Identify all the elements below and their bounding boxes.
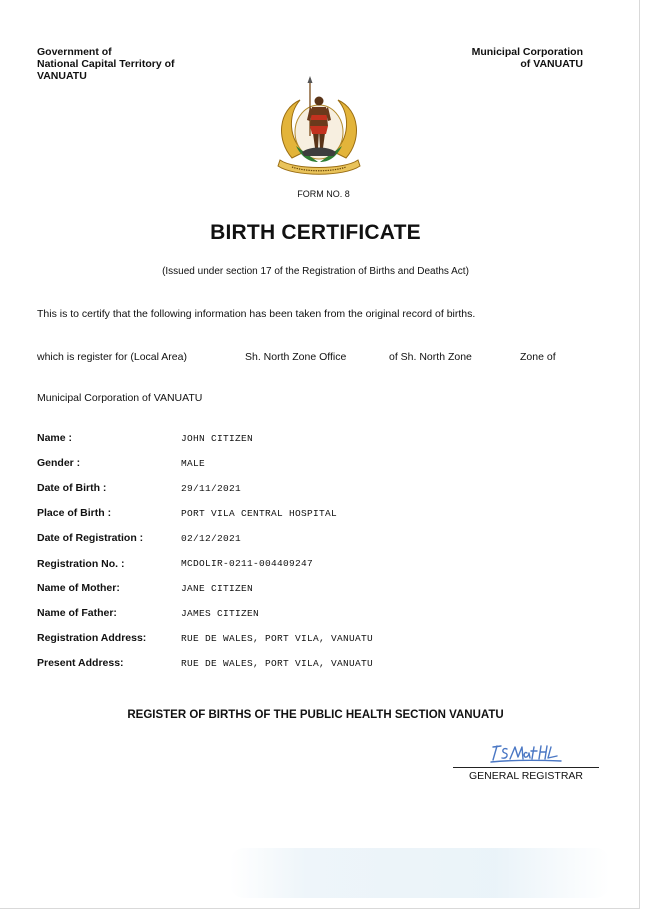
- field-label-name: Name :: [37, 432, 73, 444]
- field-value-father: JAMES CITIZEN: [181, 608, 260, 619]
- register-office: Sh. North Zone Office: [245, 351, 347, 363]
- certify-text: This is to certify that the following information has been taken from the original record of births.: [37, 308, 476, 320]
- field-value-date-of-registration: 02/12/2021: [181, 533, 242, 544]
- field-label-date-of-registration: Date of Registration :: [37, 532, 144, 544]
- scan-smudge: [230, 848, 610, 898]
- field-label-father: Name of Father:: [37, 607, 117, 619]
- field-value-mother: JANE CITIZEN: [181, 583, 254, 594]
- field-label-registration-no: Registration No. :: [37, 558, 125, 570]
- signature-line: [453, 767, 599, 768]
- field-label-present-address: Present Address:: [37, 657, 124, 669]
- header-left-line: Government of: [37, 46, 112, 58]
- registrar-label: GENERAL REGISTRAR: [469, 770, 583, 782]
- certificate-title: BIRTH CERTIFICATE: [210, 221, 421, 244]
- signature-icon: [487, 741, 567, 765]
- header-right-line: of VANUATU: [520, 58, 583, 70]
- register-zone-of: Zone of: [520, 351, 556, 363]
- field-label-gender: Gender :: [37, 457, 81, 469]
- field-value-name: JOHN CITIZEN: [181, 433, 254, 444]
- vanuatu-coat-of-arms-icon: [274, 74, 364, 180]
- field-value-registration-address: RUE DE WALES, PORT VILA, VANUATU: [181, 633, 374, 644]
- field-label-place-of-birth: Place of Birth :: [37, 507, 112, 519]
- header-right: [472, 46, 583, 70]
- field-value-date-of-birth: 29/11/2021: [181, 483, 242, 494]
- field-value-registration-no: MCDOLIR-0211-004409247: [181, 558, 314, 569]
- field-value-gender: MALE: [181, 458, 206, 469]
- header-right-line: Municipal Corporation: [471, 46, 583, 58]
- field-label-date-of-birth: Date of Birth :: [37, 482, 107, 494]
- header-left-line: VANUATU: [37, 70, 87, 82]
- certificate-subtitle: (Issued under section 17 of the Registration of Births and Deaths Act): [162, 266, 469, 277]
- header-left: [37, 46, 175, 82]
- footer-title: REGISTER OF BIRTHS OF THE PUBLIC HEALTH SECTION VANUATU: [127, 709, 504, 721]
- field-value-place-of-birth: PORT VILA CENTRAL HOSPITAL: [181, 508, 338, 519]
- register-area-label: which is register for (Local Area): [37, 351, 187, 363]
- form-number: FORM NO. 8: [297, 189, 350, 199]
- header-left-line: National Capital Territory of: [37, 58, 175, 70]
- register-zone: of Sh. North Zone: [389, 351, 472, 363]
- field-value-present-address: RUE DE WALES, PORT VILA, VANUATU: [181, 658, 374, 669]
- field-label-mother: Name of Mother:: [37, 582, 120, 594]
- field-label-registration-address: Registration Address:: [37, 632, 147, 644]
- municipal-line: Municipal Corporation of VANUATU: [37, 392, 203, 404]
